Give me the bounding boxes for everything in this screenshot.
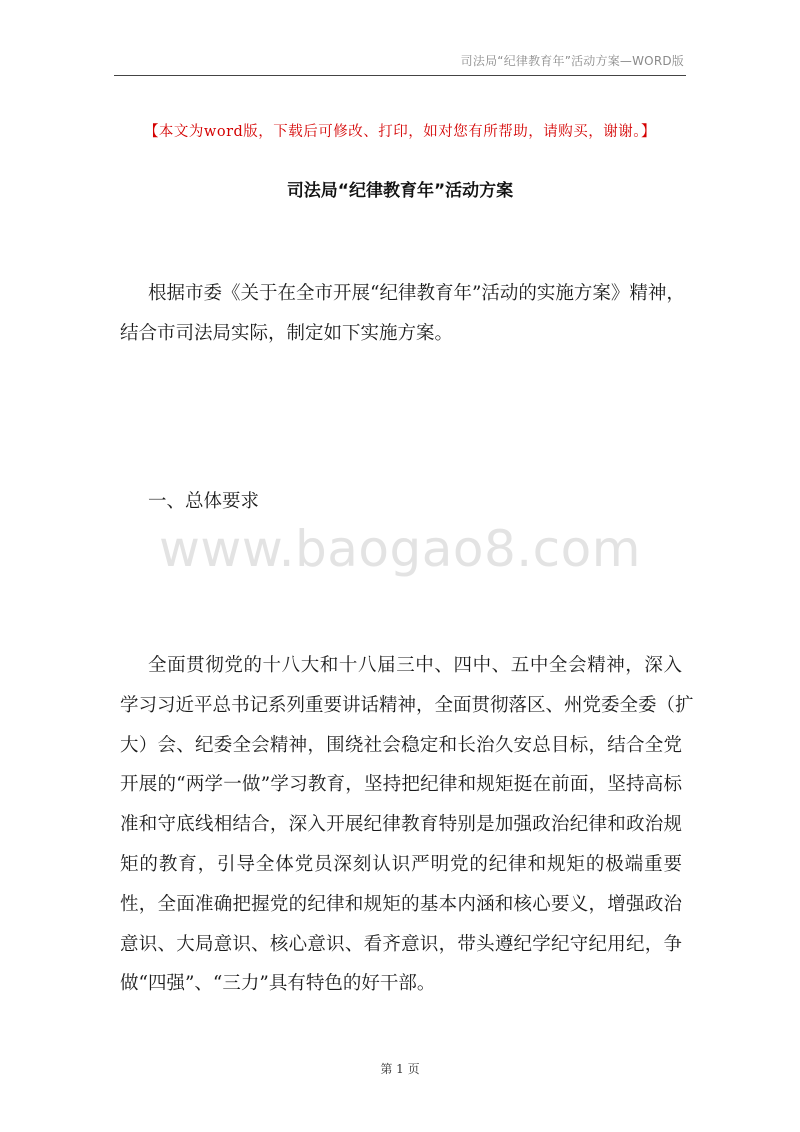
paragraph-line: 大）会、纪委全会精神，围绕社会稳定和长治久安总目标，结合全党 <box>120 734 682 756</box>
header-title: 司法局“纪律教育年”活动方案—WORD版 <box>460 54 684 68</box>
document-title: 司法局“纪律教育年”活动方案 <box>286 181 514 201</box>
paragraph-line: 全面贯彻党的十八大和十八届三中、四中、五中全会精神，深入 <box>148 655 682 676</box>
intro-line: 根据市委《关于在全市开展“纪律教育年”活动的实施方案》精神， <box>148 283 685 304</box>
paragraph-line: 做“四强”、“三力”具有特色的好干部。 <box>120 973 436 995</box>
paragraph-line: 开展的“两学一做”学习教育，坚持把纪律和规矩挺在前面，坚持高标 <box>120 774 682 796</box>
paragraph-line: 准和守底线相结合，深入开展纪律教育特别是加强政治纪律和政治规 <box>120 814 682 836</box>
paragraph-line: 性，全面准确把握党的纪律和规矩的基本内涵和核心要义，增强政治 <box>120 893 682 915</box>
download-notice: 【本文为word版，下载后可修改、打印，如对您有所帮助，请购买，谢谢。】 <box>143 124 657 140</box>
paragraph-line: 意识、大局意识、核心意识、看齐意识，带头遵纪学纪守纪用纪，争 <box>120 933 682 955</box>
paragraph-line: 矩的教育，引导全体党员深刻认识严明党的纪律和规矩的极端重要 <box>120 853 682 875</box>
watermark: www.baogao8.com <box>159 520 641 578</box>
header-divider <box>114 75 686 76</box>
intro-paragraph <box>120 274 685 354</box>
section-heading: 一、总体要求 <box>148 491 260 512</box>
section-paragraph <box>120 646 694 1004</box>
intro-line: 结合市司法局实际，制定如下实施方案。 <box>120 322 454 344</box>
paragraph-line: 学习习近平总书记系列重要讲话精神，全面贯彻落区、州党委全委（扩 <box>120 694 694 716</box>
page-number: 第 1 页 <box>380 1062 420 1076</box>
